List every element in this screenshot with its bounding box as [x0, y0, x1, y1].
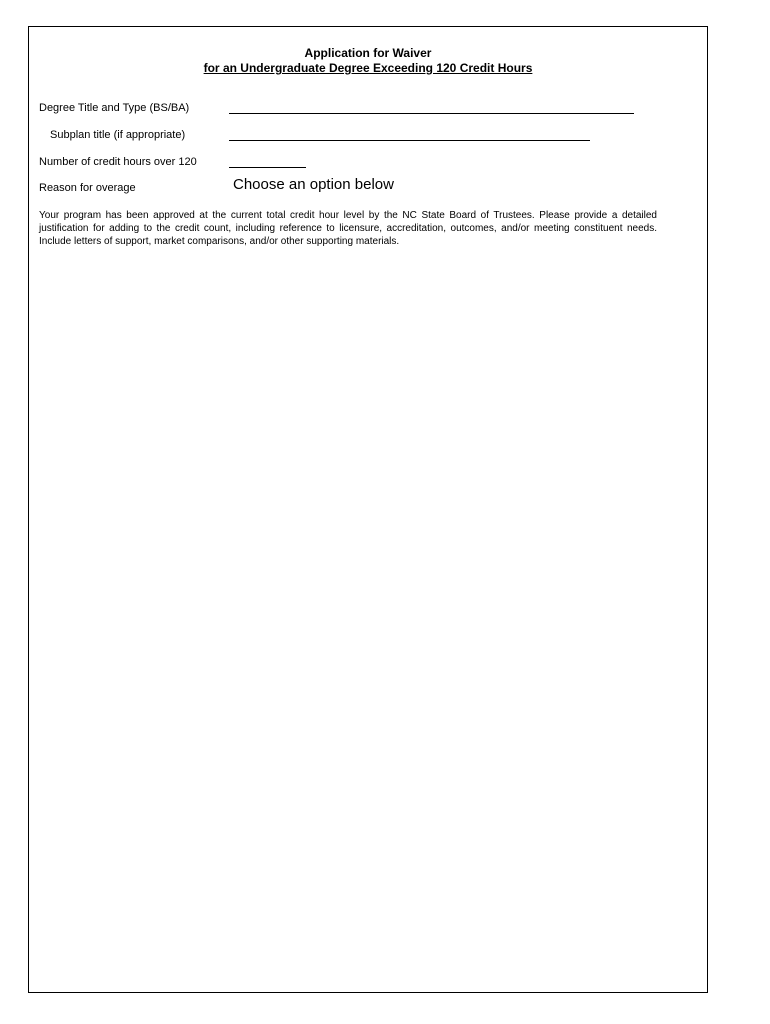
instructions-paragraph: Your program has been approved at the current total credit hour level by the NC State Board of Trustees. Please provide a detailed justification for adding to the credit count, including reference to licensure, accreditation, outcomes, and/or meeting constituent needs. Include letters of support, market comparisons, and/or other supporting materials.: [39, 210, 657, 247]
credit-hours-field[interactable]: [229, 154, 306, 168]
reason-dropdown[interactable]: Choose an option below: [233, 176, 394, 193]
reason-row: [39, 176, 697, 196]
form-subtitle: for an Undergraduate Degree Exceeding 120 Credit Hours: [203, 61, 533, 75]
form-title: Application for Waiver: [304, 46, 432, 60]
form-page-frame: [28, 26, 708, 993]
subplan-title-row: [39, 127, 697, 143]
credit-hours-label: Number of credit hours over 120: [39, 156, 197, 168]
reason-label: Reason for overage: [39, 182, 136, 194]
credit-hours-row: [39, 154, 697, 170]
degree-title-row: [39, 100, 697, 116]
degree-title-label: Degree Title and Type (BS/BA): [39, 102, 190, 114]
form-title-block: [29, 46, 707, 76]
degree-title-field[interactable]: [229, 100, 634, 114]
subplan-title-label: Subplan title (if appropriate): [50, 129, 186, 141]
subplan-title-field[interactable]: [229, 127, 590, 141]
